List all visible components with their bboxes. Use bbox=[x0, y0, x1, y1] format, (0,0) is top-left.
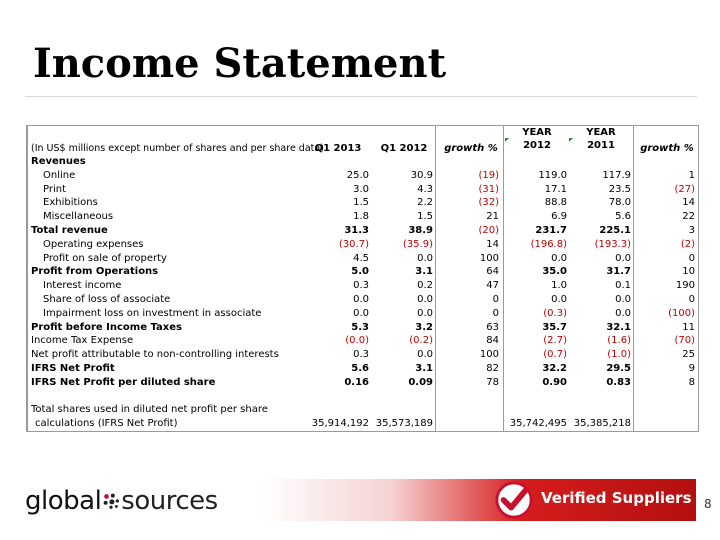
header-q1-2012: Q1 2012 bbox=[380, 143, 428, 154]
cell-growth-year: 25 bbox=[682, 349, 695, 361]
cell-year-2012: 0.0 bbox=[551, 252, 567, 264]
cell-growth-quarter: 78 bbox=[486, 376, 499, 388]
cell-year-2011: 32.1 bbox=[606, 321, 631, 333]
cell-growth-quarter: (20) bbox=[478, 225, 499, 236]
title-divider bbox=[25, 96, 697, 97]
cell-year-2012: 1.0 bbox=[551, 280, 567, 292]
cell-growth-year: (2) bbox=[680, 238, 695, 250]
row-label: Share of loss of associate bbox=[43, 294, 171, 305]
logo-dots-icon bbox=[102, 492, 120, 510]
row-label: Total revenue bbox=[31, 225, 108, 236]
column-divider bbox=[435, 126, 436, 431]
row-label: IFRS Net Profit bbox=[31, 363, 115, 374]
shares-label-line2: calculations (IFRS Net Profit) bbox=[35, 418, 178, 429]
cell-growth-quarter: 63 bbox=[486, 321, 499, 333]
cell-year-2011: 29.5 bbox=[606, 363, 631, 374]
cell-growth-quarter: 100 bbox=[479, 252, 499, 264]
shares-year-2012: 35,742,495 bbox=[509, 418, 567, 429]
cell-q1-2012: 0.0 bbox=[417, 349, 433, 361]
row-label: Miscellaneous bbox=[43, 211, 114, 223]
cell-q1-2012: 0.0 bbox=[417, 294, 433, 305]
row-label: Profit on sale of property bbox=[43, 252, 167, 264]
cell-growth-quarter: 64 bbox=[486, 266, 499, 278]
global-sources-logo bbox=[25, 486, 218, 516]
cell-growth-year: 190 bbox=[675, 280, 695, 292]
cell-year-2011: 0.83 bbox=[606, 376, 631, 388]
row-label: Profit from Operations bbox=[31, 266, 159, 278]
row-label: Operating expenses bbox=[43, 238, 144, 250]
header-q1-2013: Q1 2013 bbox=[314, 143, 362, 154]
cell-year-2011: (193.3) bbox=[594, 238, 631, 250]
cell-q1-2013: 4.5 bbox=[353, 252, 369, 264]
cell-growth-year: 8 bbox=[688, 376, 695, 388]
cell-year-2012: 32.2 bbox=[542, 363, 567, 374]
cell-q1-2013: 5.0 bbox=[351, 266, 369, 278]
column-divider bbox=[27, 126, 28, 431]
cell-year-2012: 231.7 bbox=[535, 225, 567, 236]
cell-q1-2013: 1.5 bbox=[353, 197, 369, 209]
cell-growth-quarter: 0 bbox=[492, 307, 499, 319]
row-label: Profit before Income Taxes bbox=[31, 321, 182, 333]
cell-year-2012: 17.1 bbox=[544, 183, 567, 195]
cell-growth-year: (70) bbox=[674, 335, 695, 347]
row-label: Exhibitions bbox=[43, 197, 98, 209]
cell-growth-quarter: 82 bbox=[486, 363, 499, 374]
header-growth-quarter: growth % bbox=[444, 143, 498, 154]
cell-q1-2012: 0.0 bbox=[417, 307, 433, 319]
cell-growth-quarter: (31) bbox=[478, 183, 499, 195]
verified-suppliers-text: Verified Suppliers bbox=[541, 489, 692, 507]
cell-year-2011: 0.0 bbox=[615, 307, 631, 319]
cell-q1-2012: (35.9) bbox=[402, 238, 433, 250]
cell-q1-2013: 0.3 bbox=[353, 280, 369, 292]
cell-year-2012: (0.3) bbox=[543, 307, 567, 319]
cell-year-2012: 0.90 bbox=[542, 376, 567, 388]
row-label: Revenues bbox=[31, 156, 86, 167]
column-divider bbox=[503, 126, 504, 431]
income-statement-table bbox=[26, 125, 699, 432]
cell-growth-year: 14 bbox=[682, 197, 695, 209]
header-growth-year: growth % bbox=[640, 143, 694, 154]
header-year-2011: 2011 bbox=[587, 140, 615, 151]
cell-q1-2013: 0.3 bbox=[353, 349, 369, 361]
cell-year-2011: 23.5 bbox=[608, 183, 631, 195]
cell-q1-2013: 0.16 bbox=[344, 376, 369, 388]
cell-q1-2012: (0.2) bbox=[409, 335, 433, 347]
header-year-2012-word: YEAR bbox=[522, 127, 552, 138]
cell-year-2012: 35.0 bbox=[542, 266, 567, 278]
cell-year-2011: 5.6 bbox=[615, 211, 631, 223]
cell-q1-2012: 4.3 bbox=[417, 183, 433, 195]
cell-q1-2012: 0.09 bbox=[408, 376, 433, 388]
cell-growth-year: 0 bbox=[688, 252, 695, 264]
cell-growth-quarter: 0 bbox=[492, 294, 499, 305]
cell-q1-2012: 0.2 bbox=[417, 280, 433, 292]
row-label: Net profit attributable to non-controlling interests bbox=[31, 349, 279, 361]
cell-q1-2012: 38.9 bbox=[408, 225, 433, 236]
cell-year-2011: 117.9 bbox=[602, 169, 631, 181]
cell-q1-2013: 5.3 bbox=[351, 321, 369, 333]
row-label: Income Tax Expense bbox=[31, 335, 134, 347]
cell-q1-2012: 30.9 bbox=[410, 169, 433, 181]
cell-year-2011: 0.0 bbox=[615, 294, 631, 305]
cell-growth-year: (100) bbox=[668, 307, 695, 319]
cell-year-2011: 78.0 bbox=[608, 197, 631, 209]
shares-year-2011: 35,385,218 bbox=[573, 418, 631, 429]
cell-growth-year: 9 bbox=[688, 363, 695, 374]
shares-label-line1: Total shares used in diluted net profit per share bbox=[31, 404, 268, 415]
cell-q1-2013: 0.0 bbox=[353, 294, 369, 305]
cell-q1-2012: 2.2 bbox=[417, 197, 433, 209]
row-label: Impairment loss on investment in associate bbox=[43, 307, 262, 319]
cell-growth-year: 11 bbox=[682, 321, 695, 333]
cell-q1-2012: 0.0 bbox=[417, 252, 433, 264]
cell-growth-quarter: 47 bbox=[486, 280, 499, 292]
row-label: Online bbox=[43, 169, 76, 181]
cell-year-2011: 0.1 bbox=[615, 280, 631, 292]
header-year-2012: 2012 bbox=[523, 140, 551, 151]
cell-year-2012: (196.8) bbox=[530, 238, 567, 250]
cell-year-2012: 0.0 bbox=[551, 294, 567, 305]
cell-growth-year: 22 bbox=[682, 211, 695, 223]
comment-marker bbox=[569, 138, 573, 142]
cell-growth-year: 10 bbox=[682, 266, 695, 278]
cell-year-2012: 6.9 bbox=[551, 211, 567, 223]
cell-q1-2013: 31.3 bbox=[344, 225, 369, 236]
comment-marker bbox=[505, 138, 509, 142]
cell-year-2011: 31.7 bbox=[606, 266, 631, 278]
cell-q1-2012: 3.2 bbox=[415, 321, 433, 333]
cell-growth-quarter: 14 bbox=[486, 238, 499, 250]
cell-growth-quarter: 84 bbox=[486, 335, 499, 347]
cell-growth-year: 0 bbox=[688, 294, 695, 305]
cell-year-2012: 35.7 bbox=[542, 321, 567, 333]
cell-q1-2013: 5.6 bbox=[351, 363, 369, 374]
cell-q1-2012: 3.1 bbox=[415, 266, 433, 278]
cell-growth-quarter: 21 bbox=[486, 211, 499, 223]
cell-q1-2013: (0.0) bbox=[345, 335, 369, 347]
cell-growth-quarter: (32) bbox=[478, 197, 499, 209]
checkmark-badge-icon bbox=[495, 481, 533, 519]
logo-text-sources: sources bbox=[121, 486, 218, 516]
cell-year-2011: 0.0 bbox=[615, 252, 631, 264]
cell-growth-year: (27) bbox=[674, 183, 695, 195]
slide-title: Income Statement bbox=[33, 40, 447, 87]
row-label: Interest income bbox=[43, 280, 122, 292]
shares-q1-2012: 35,573,189 bbox=[375, 418, 433, 429]
cell-year-2012: (2.7) bbox=[543, 335, 567, 347]
cell-growth-quarter: (19) bbox=[478, 169, 499, 181]
cell-q1-2013: 1.8 bbox=[353, 211, 369, 223]
cell-year-2012: 88.8 bbox=[544, 197, 567, 209]
cell-q1-2012: 1.5 bbox=[417, 211, 433, 223]
cell-growth-year: 3 bbox=[688, 225, 695, 236]
table-description: (In US$ millions except number of shares and per share data) bbox=[31, 143, 324, 154]
page-number: 8 bbox=[704, 497, 712, 511]
cell-year-2011: 225.1 bbox=[599, 225, 631, 236]
cell-year-2012: 119.0 bbox=[538, 169, 567, 181]
column-divider bbox=[633, 126, 634, 431]
logo-text-global: global bbox=[25, 486, 102, 516]
cell-growth-year: 1 bbox=[688, 169, 695, 181]
cell-year-2012: (0.7) bbox=[543, 349, 567, 361]
cell-q1-2013: (30.7) bbox=[338, 238, 369, 250]
row-label: Print bbox=[43, 183, 67, 195]
header-year-2011-word: YEAR bbox=[586, 127, 616, 138]
cell-q1-2013: 25.0 bbox=[346, 169, 369, 181]
row-label: IFRS Net Profit per diluted share bbox=[31, 376, 216, 388]
cell-q1-2013: 0.0 bbox=[353, 307, 369, 319]
cell-growth-quarter: 100 bbox=[479, 349, 499, 361]
shares-q1-2013: 35,914,192 bbox=[311, 418, 369, 429]
cell-year-2011: (1.6) bbox=[607, 335, 631, 347]
cell-year-2011: (1.0) bbox=[607, 349, 631, 361]
cell-q1-2012: 3.1 bbox=[415, 363, 433, 374]
cell-q1-2013: 3.0 bbox=[353, 183, 369, 195]
